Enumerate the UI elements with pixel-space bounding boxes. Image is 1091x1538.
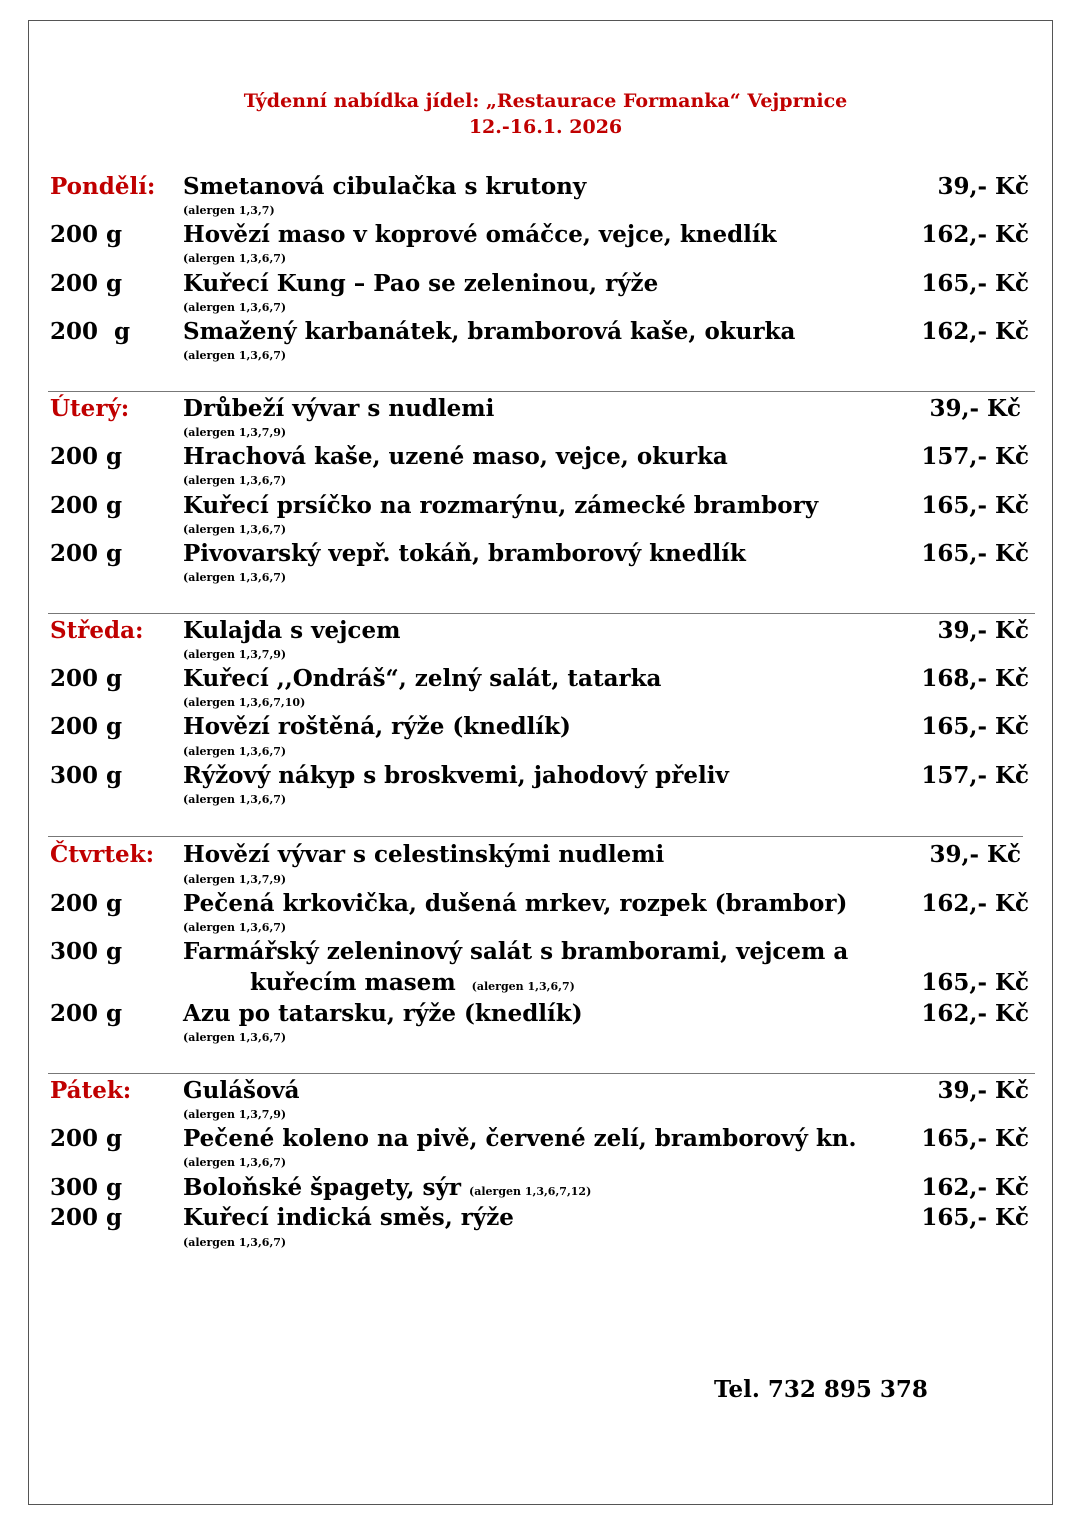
dish-allergens: (alergen 1,3,6,7,12) bbox=[469, 1185, 592, 1198]
dish-weight: 200 g bbox=[50, 318, 131, 345]
phone-number: Tel. 732 895 378 bbox=[714, 1376, 928, 1403]
dish-price: 39,- Kč bbox=[929, 395, 1021, 422]
day-name: Pátek: bbox=[50, 1077, 132, 1104]
dish-price: 165,- Kč bbox=[921, 270, 1029, 297]
dish-price: 162,- Kč bbox=[921, 890, 1029, 917]
dish-allergens: (alergen 1,3,6,7) bbox=[183, 745, 287, 758]
dish-allergens: (alergen 1,3,6,7,10) bbox=[183, 696, 306, 709]
dish-price: 165,- Kč bbox=[921, 1204, 1029, 1231]
dish-price: 39,- Kč bbox=[937, 173, 1029, 200]
dish-name: Gulášová bbox=[183, 1077, 300, 1104]
dish-name: Smetanová cibulačka s krutony bbox=[183, 173, 587, 200]
section-divider bbox=[48, 836, 1023, 837]
dish-name: Kuřecí indická směs, rýže bbox=[183, 1204, 514, 1231]
dish-name: Boloňské špagety, sýr bbox=[183, 1174, 461, 1201]
dish-name: Pivovarský vepř. tokáň, bramborový knedlík bbox=[183, 540, 746, 567]
dish-price: 162,- Kč bbox=[921, 221, 1029, 248]
dish-price: 168,- Kč bbox=[921, 665, 1029, 692]
dish-name: Farmářský zeleninový salát s bramborami, vejcem a bbox=[183, 938, 849, 965]
dish-name: Azu po tatarsku, rýže (knedlík) bbox=[183, 1000, 583, 1027]
dish-price: 157,- Kč bbox=[921, 762, 1029, 789]
dish-weight: 200 g bbox=[50, 443, 123, 470]
dish-allergens: (alergen 1,3,6,7) bbox=[183, 349, 287, 362]
section-divider bbox=[48, 391, 1035, 392]
dish-weight: 200 g bbox=[50, 270, 123, 297]
dish-weight: 200 g bbox=[50, 713, 123, 740]
dish-name: Hrachová kaše, uzené maso, vejce, okurka bbox=[183, 443, 728, 470]
dish-name: Kuřecí Kung – Pao se zeleninou, rýže bbox=[183, 270, 659, 297]
dish-weight: 200 g bbox=[50, 540, 123, 567]
dish-price: 165,- Kč bbox=[921, 1125, 1029, 1152]
dish-allergens: (alergen 1,3,6,7) bbox=[183, 921, 287, 934]
dish-allergens: (alergen 1,3,7,9) bbox=[183, 873, 287, 886]
dish-price: 165,- Kč bbox=[921, 969, 1029, 996]
dish-weight: 200 g bbox=[50, 492, 123, 519]
dish-name: Kulajda s vejcem bbox=[183, 617, 401, 644]
dish-name: Smažený karbanátek, bramborová kaše, okurka bbox=[183, 318, 796, 345]
dish-name: Rýžový nákyp s broskvemi, jahodový přeliv bbox=[183, 762, 729, 789]
dish-allergens: (alergen 1,3,7,9) bbox=[183, 1108, 287, 1121]
dish-name: Hovězí roštěná, rýže (knedlík) bbox=[183, 713, 571, 740]
dish-weight: 200 g bbox=[50, 890, 123, 917]
dish-allergens: (alergen 1,3,6,7) bbox=[183, 1031, 287, 1044]
dish-weight: 300 g bbox=[50, 938, 123, 965]
dish-name-continued bbox=[250, 969, 575, 996]
dish-price: 39,- Kč bbox=[937, 1077, 1029, 1104]
dish-name: Hovězí maso v koprové omáčce, vejce, knedlík bbox=[183, 221, 777, 248]
dish-price: 157,- Kč bbox=[921, 443, 1029, 470]
dish-allergens: (alergen 1,3,7) bbox=[183, 204, 275, 217]
dish-name: Kuřecí prsíčko na rozmarýnu, zámecké brambory bbox=[183, 492, 819, 519]
dish-weight: 300 g bbox=[50, 1174, 123, 1201]
dish-weight: 200 g bbox=[50, 1125, 123, 1152]
dish-allergens: (alergen 1,3,6,7) bbox=[471, 980, 575, 993]
dish-weight: 200 g bbox=[50, 1000, 123, 1027]
day-name: Pondělí: bbox=[50, 173, 156, 200]
menu-dates: 12.-16.1. 2026 bbox=[468, 116, 623, 138]
dish-price: 162,- Kč bbox=[921, 1000, 1029, 1027]
section-divider bbox=[48, 613, 1035, 614]
day-name: Úterý: bbox=[50, 395, 130, 422]
dish-allergens: (alergen 1,3,6,7) bbox=[183, 571, 287, 584]
section-divider bbox=[48, 1073, 1035, 1074]
dish-name: Pečená krkovička, dušená mrkev, rozpek (brambor) bbox=[183, 890, 848, 917]
dish-price: 162,- Kč bbox=[921, 318, 1029, 345]
dish-allergens: (alergen 1,3,6,7) bbox=[183, 523, 287, 536]
menu-title: Týdenní nabídka jídel: „Restaurace Formanka“ Vejprnice bbox=[243, 90, 848, 112]
dish-weight: 200 g bbox=[50, 221, 123, 248]
dish-allergens: (alergen 1,3,6,7) bbox=[183, 252, 287, 265]
dish-allergens: (alergen 1,3,7,9) bbox=[183, 648, 287, 661]
dish-name-with-allergens bbox=[183, 1174, 591, 1201]
dish-price: 39,- Kč bbox=[929, 841, 1021, 868]
dish-price: 165,- Kč bbox=[921, 492, 1029, 519]
dish-weight: 200 g bbox=[50, 1204, 123, 1231]
dish-allergens: (alergen 1,3,6,7) bbox=[183, 474, 287, 487]
dish-weight: 300 g bbox=[50, 762, 123, 789]
dish-name-cont-text: kuřecím masem bbox=[250, 969, 456, 996]
dish-name: Pečené koleno na pivě, červené zelí, bramborový kn. bbox=[183, 1125, 857, 1152]
dish-allergens: (alergen 1,3,6,7) bbox=[183, 301, 287, 314]
dish-price: 162,- Kč bbox=[921, 1174, 1029, 1201]
dish-name: Drůbeží vývar s nudlemi bbox=[183, 395, 495, 422]
dish-allergens: (alergen 1,3,6,7) bbox=[183, 793, 287, 806]
dish-name: Kuřecí ,,Ondráš“, zelný salát, tatarka bbox=[183, 665, 662, 692]
dish-allergens: (alergen 1,3,7,9) bbox=[183, 426, 287, 439]
dish-allergens: (alergen 1,3,6,7) bbox=[183, 1156, 287, 1169]
day-name: Středa: bbox=[50, 617, 144, 644]
dish-price: 165,- Kč bbox=[921, 540, 1029, 567]
dish-price: 39,- Kč bbox=[937, 617, 1029, 644]
dish-weight: 200 g bbox=[50, 665, 123, 692]
day-name: Čtvrtek: bbox=[50, 841, 155, 868]
dish-allergens: (alergen 1,3,6,7) bbox=[183, 1236, 287, 1249]
dish-price: 165,- Kč bbox=[921, 713, 1029, 740]
dish-name: Hovězí vývar s celestinskými nudlemi bbox=[183, 841, 665, 868]
